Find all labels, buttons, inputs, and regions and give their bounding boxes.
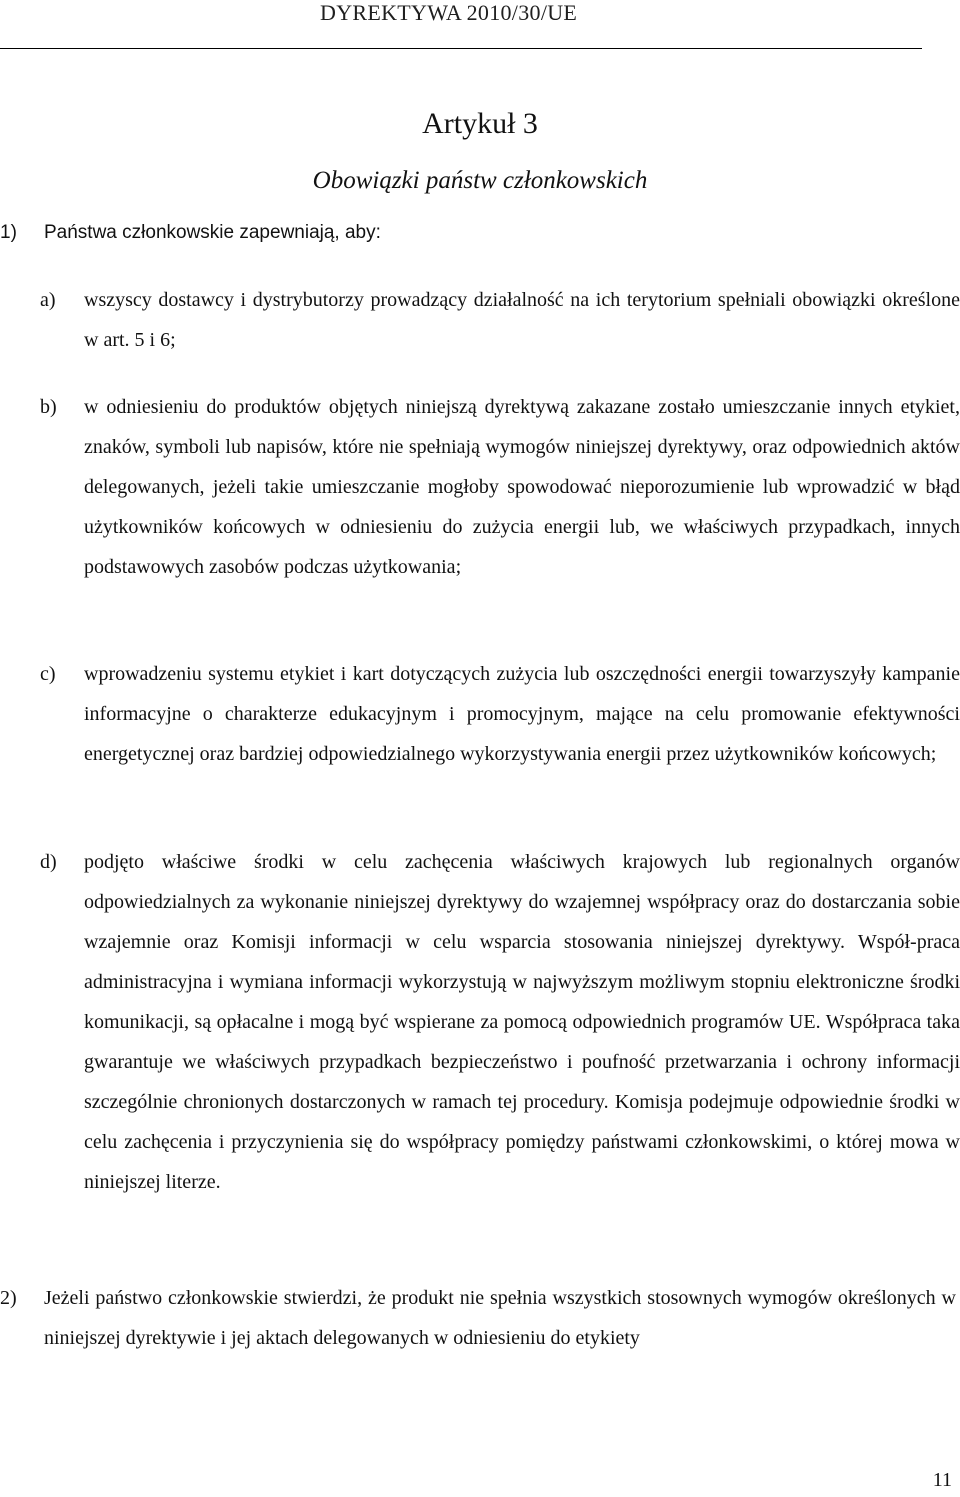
paragraph-2-text: Jeżeli państwo członkowskie stwierdzi, że produkt nie spełnia wszystkich stosownych wymogów określonych w niniejszej dyrektywie i jej aktach delegowanych w odniesieniu do etykiety (44, 1287, 956, 1349)
list-item-text: wszyscy dostawcy i dystrybutorzy prowadzący działalność na ich terytorium spełniali obowiązki określone w art. 5 i 6; (84, 289, 960, 351)
paragraph-2 (0, 1278, 960, 1358)
article-subtitle: Obowiązki państw członkowskich (312, 167, 648, 194)
list-item-d (40, 842, 960, 1242)
list-item-letter: a) (40, 289, 56, 311)
page-number: 11 (932, 1469, 952, 1491)
list-item-a (40, 280, 960, 360)
header-rule (0, 48, 922, 49)
list-item-letter: c) (40, 663, 56, 685)
paragraph-1 (0, 213, 960, 253)
article-title: Artykuł 3 (422, 107, 538, 140)
list-item-text: w odniesieniu do produktów objętych niniejszą dyrektywą zakazane zostało umieszczanie innych etykiet, znaków, symboli lub napisów, które nie spełniają wymogów niniejszej dyrektywy, oraz odpowiednich aktów delegowanych, jeżeli takie umieszczanie mogłoby spowodować nieporozumienie lub wprowadzić w błąd użytkowników końcowych w odniesieniu do zużycia energii lub, we właściwych przypadkach, innych podstawowych zasobów podczas użytkowania; (84, 396, 960, 578)
running-header: DYREKTYWA 2010/30/UE (320, 0, 578, 25)
list-item-c (40, 654, 960, 814)
paragraph-1-number: 1) (0, 222, 17, 243)
list-item-letter: d) (40, 851, 57, 873)
list-item-text: podjęto właściwe środki w celu zachęcenia właściwych krajowych lub regionalnych organów odpowiedzialnych za wykonanie niniejszej dyrektywy do wzajemnej współpracy oraz do dostarczania sobie wzajemnie oraz Komisji informacji w celu wsparcia stosowania niniejszej dyrektywy. Współ-praca administracyjna i wymiana informacji wykorzystują w najwyższym możliwym stopniu elektroniczne środki komunikacji, są opłacalne i mogą być wspierane za pomocą odpowiednich programów UE. Współpraca taka gwarantuje we właściwych przypadkach bezpieczeństwo i poufność przetwarzania i ochrony informacji szczególnie chronionych dostarczonych w ramach tej procedury. Komisja podejmuje odpowiednie środki w celu zachęcenia i przyczynienia się do współpracy pomiędzy państwami członkowskimi, o której mowa w niniejszej literze. (84, 851, 960, 1193)
paragraph-2-number: 2) (0, 1287, 17, 1309)
list-item-text: wprowadzeniu systemu etykiet i kart dotyczących zużycia lub oszczędności energii towarzyszyły kampanie informacyjne o charakterze edukacyjnym i promocyjnym, mające na celu promowanie efektywności energetycznej oraz bardziej odpowiedzialnego wykorzystywania energii przez użytkowników końcowych; (84, 663, 960, 765)
paragraph-1-intro: Państwa członkowskie zapewniają, aby: (44, 222, 381, 243)
list-item-letter: b) (40, 396, 57, 418)
list-item-b (40, 387, 960, 627)
